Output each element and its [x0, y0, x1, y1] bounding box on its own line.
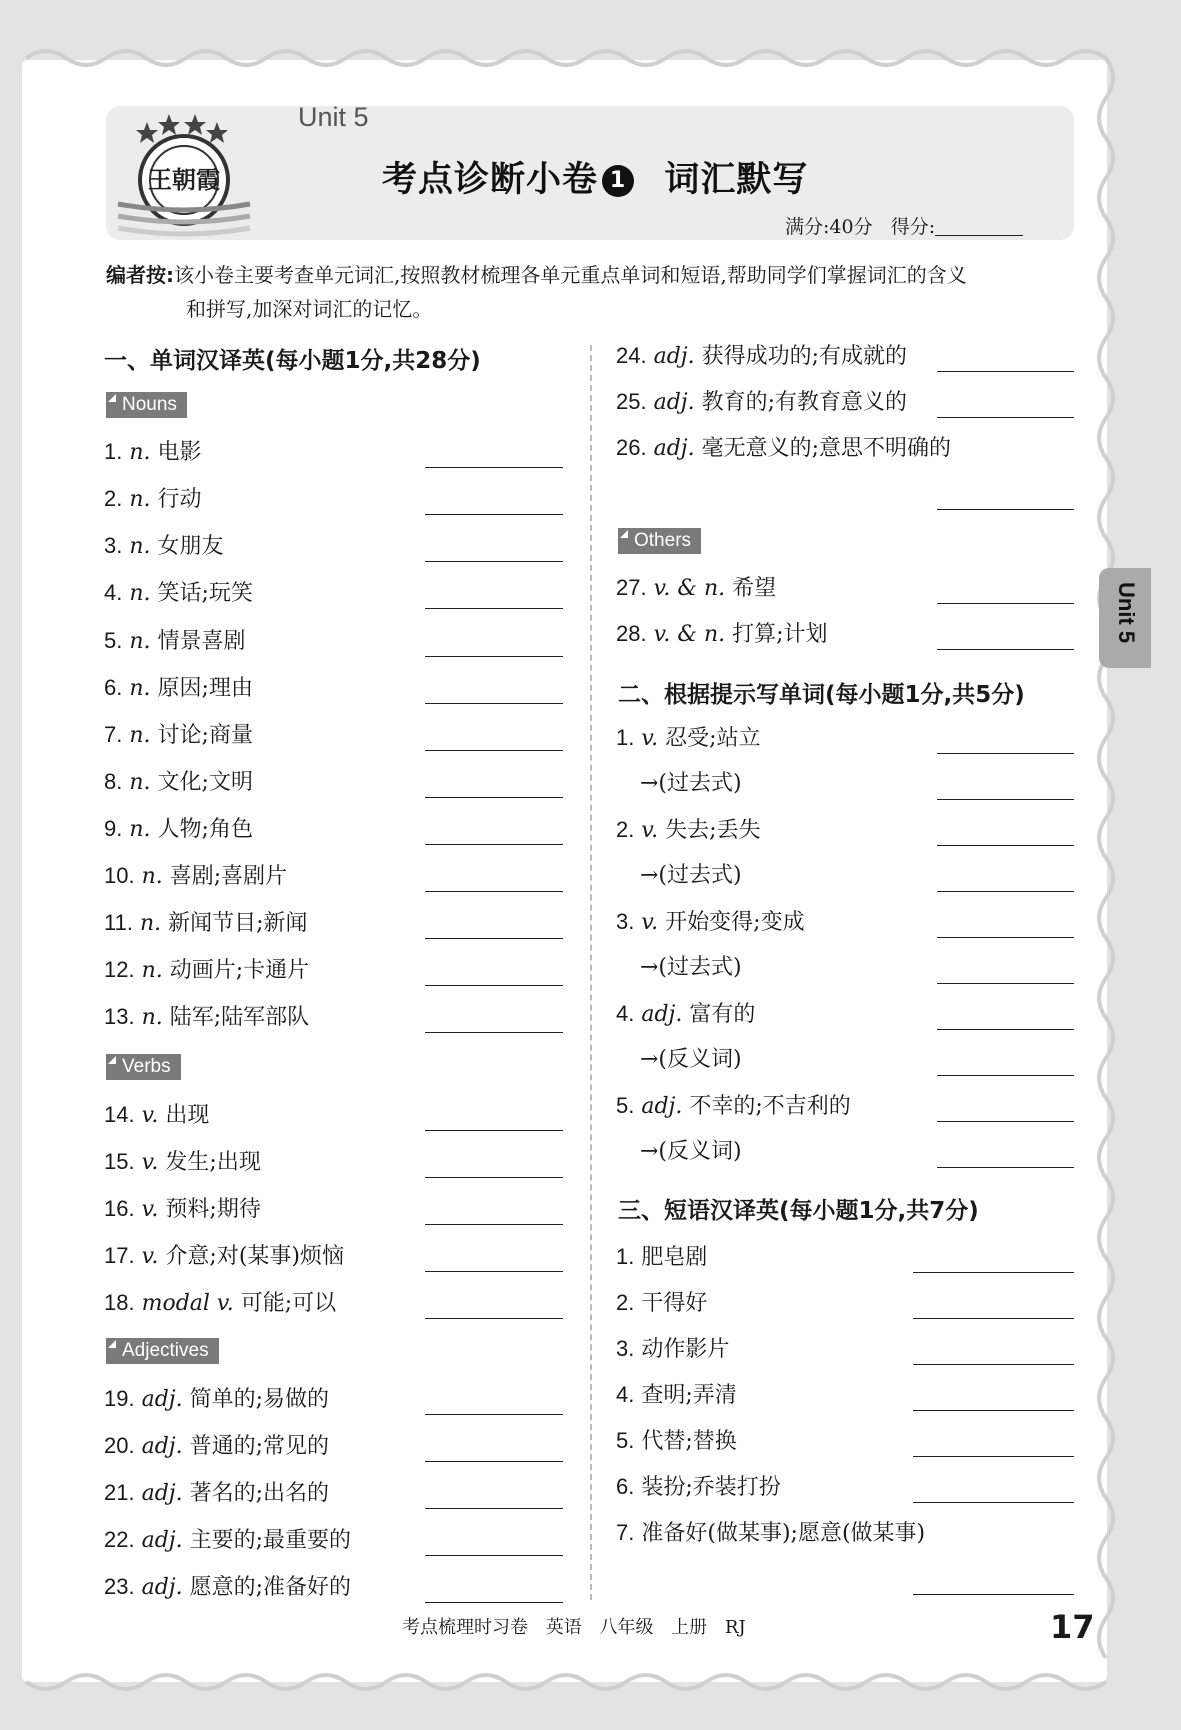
- section2-title: 二、根据提示写单词(每小题1分,共5分): [618, 682, 1025, 708]
- editor-note-line1: 该小卷主要考查单元词汇,按照教材梳理各单元重点单词和短语,帮助同学们掌握词汇的含义: [174, 263, 967, 287]
- phrase-item: [616, 1283, 707, 1323]
- unit-label: Unit 5: [298, 102, 369, 132]
- hint-subline: →(反义词): [640, 1047, 742, 1072]
- score-label: 得分:: [890, 216, 936, 238]
- part-of-speech: modal v.: [141, 1291, 234, 1316]
- phrase-item: [616, 1329, 729, 1369]
- part-of-speech: n.: [129, 440, 151, 465]
- item-number: 6.: [104, 675, 123, 700]
- item-number: 4.: [104, 580, 123, 605]
- answer-blank[interactable]: [425, 608, 563, 609]
- adjective-item: [616, 428, 951, 468]
- answer-blank[interactable]: [425, 1318, 563, 1319]
- item-number: 5.: [104, 628, 123, 653]
- item-text: 普通的;常见的: [189, 1434, 330, 1459]
- item-text: 出现: [165, 1103, 210, 1128]
- answer-blank[interactable]: [937, 1029, 1074, 1030]
- noun-item: [104, 903, 308, 943]
- tag-verbs: Verbs: [106, 1054, 181, 1080]
- verb-item: [104, 1283, 336, 1323]
- part-of-speech: v.: [141, 1197, 159, 1222]
- item-text: 女朋友: [157, 534, 224, 559]
- answer-blank[interactable]: [425, 1177, 563, 1178]
- item-text: 行动: [157, 487, 202, 512]
- item-text: 讨论;商量: [157, 723, 253, 748]
- item-number: 23.: [104, 1574, 135, 1599]
- editor-note-label: 编者按:: [106, 263, 174, 287]
- item-text: 原因;理由: [157, 676, 253, 701]
- part-of-speech: n.: [129, 487, 151, 512]
- item-number: 9.: [104, 816, 123, 841]
- answer-blank[interactable]: [937, 983, 1074, 984]
- part-of-speech: v.: [641, 910, 659, 935]
- part-of-speech: adj.: [141, 1387, 183, 1412]
- noun-item: [104, 762, 253, 802]
- adjective-item: [104, 1567, 351, 1607]
- side-unit-tab-label: Unit 5: [1114, 582, 1139, 644]
- answer-blank[interactable]: [425, 1271, 563, 1272]
- answer-blank[interactable]: [937, 799, 1074, 800]
- item-text: 人物;角色: [157, 817, 253, 842]
- part-of-speech: adj.: [653, 436, 695, 461]
- item-text: 不幸的;不吉利的: [689, 1094, 851, 1119]
- adjective-item: [616, 336, 907, 376]
- adjective-item: [104, 1426, 329, 1466]
- item-number: 4.: [616, 1382, 635, 1407]
- part-of-speech: n.: [139, 911, 162, 936]
- item-number: 3.: [104, 533, 123, 558]
- item-text: 陆军;陆军部队: [169, 1005, 310, 1030]
- part-of-speech: adj.: [141, 1434, 183, 1459]
- part-of-speech: v.: [141, 1150, 159, 1175]
- part-of-speech: n.: [129, 629, 151, 654]
- hint-item: [616, 902, 805, 942]
- answer-blank[interactable]: [913, 1502, 1074, 1503]
- item-text: 新闻节目;新闻: [168, 911, 308, 936]
- noun-item: [104, 573, 253, 613]
- item-number: 3.: [616, 909, 635, 934]
- answer-blank[interactable]: [937, 845, 1074, 846]
- part-of-speech: n.: [129, 534, 151, 559]
- item-number: 16.: [104, 1196, 135, 1221]
- answer-blank[interactable]: [913, 1594, 1074, 1595]
- answer-blank[interactable]: [937, 1075, 1074, 1076]
- answer-blank[interactable]: [425, 844, 563, 845]
- adjective-item: [104, 1473, 329, 1513]
- item-number: 18.: [104, 1290, 135, 1315]
- item-text: 干得好: [641, 1291, 708, 1316]
- answer-blank[interactable]: [425, 1414, 563, 1415]
- answer-blank[interactable]: [937, 371, 1074, 372]
- part-of-speech: n.: [129, 817, 151, 842]
- item-number: 4.: [616, 1001, 635, 1026]
- other-item: [616, 614, 828, 654]
- item-number: 2.: [616, 1290, 635, 1315]
- item-text: 笑话;玩笑: [157, 581, 253, 606]
- item-text: 电影: [157, 440, 202, 465]
- noun-item: [104, 809, 253, 849]
- item-text: 简单的;易做的: [189, 1387, 330, 1412]
- other-item: [616, 568, 776, 608]
- hint-subline: →(过去式): [640, 955, 742, 980]
- item-text: 教育的;有教育意义的: [701, 390, 908, 415]
- item-text: 装扮;乔装打扮: [641, 1475, 781, 1500]
- item-text: 忍受;站立: [665, 726, 761, 751]
- item-number: 5.: [616, 1093, 635, 1118]
- answer-blank[interactable]: [937, 509, 1074, 510]
- item-number: 24.: [616, 343, 647, 368]
- hint-item: [616, 1086, 851, 1126]
- hint-subline: →(反义词): [640, 1139, 742, 1164]
- answer-blank[interactable]: [425, 1130, 563, 1131]
- item-number: 26.: [616, 435, 647, 460]
- phrase-item: [616, 1421, 737, 1461]
- item-text: 希望: [732, 576, 777, 601]
- page-number: 17: [1050, 1608, 1095, 1646]
- noun-item: [104, 621, 246, 661]
- hint-item: [616, 718, 761, 758]
- answer-blank[interactable]: [425, 891, 563, 892]
- hint-item: [616, 994, 755, 1034]
- item-number: 6.: [616, 1474, 635, 1499]
- item-text: 代替;替换: [641, 1429, 737, 1454]
- part-of-speech: n.: [129, 723, 151, 748]
- adjective-item: [104, 1379, 329, 1419]
- score-line: [785, 212, 1023, 239]
- item-number: 27.: [616, 575, 647, 600]
- part-of-speech: v.: [641, 818, 659, 843]
- phrase-item: [616, 1237, 707, 1277]
- part-of-speech: adj.: [141, 1481, 183, 1506]
- part-of-speech: v. & n.: [653, 622, 726, 647]
- section3-title: 三、短语汉译英(每小题1分,共7分): [618, 1198, 979, 1224]
- answer-blank[interactable]: [425, 467, 563, 468]
- answer-blank[interactable]: [425, 1032, 563, 1033]
- editor-note-line2: 和拼写,加深对词汇的记忆。: [186, 297, 433, 321]
- phrase-item: [616, 1375, 737, 1415]
- answer-blank[interactable]: [425, 1508, 563, 1509]
- editor-note: [106, 258, 1081, 326]
- item-number: 28.: [616, 621, 647, 646]
- hint-subline: →(过去式): [640, 863, 742, 888]
- part-of-speech: adj.: [653, 344, 695, 369]
- part-of-speech: v. & n.: [653, 576, 726, 601]
- item-text: 动作影片: [641, 1337, 730, 1362]
- item-number: 14.: [104, 1102, 135, 1127]
- item-text: 著名的;出名的: [189, 1481, 330, 1506]
- item-text: 获得成功的;有成就的: [701, 344, 908, 369]
- item-number: 8.: [104, 769, 123, 794]
- item-number: 12.: [104, 957, 135, 982]
- verb-item: [104, 1189, 261, 1229]
- item-number: 1.: [616, 1244, 635, 1269]
- part-of-speech: v.: [141, 1244, 159, 1269]
- answer-blank[interactable]: [425, 1224, 563, 1225]
- item-number: 19.: [104, 1386, 135, 1411]
- item-text: 开始变得;变成: [665, 910, 805, 935]
- part-of-speech: adj.: [641, 1002, 683, 1027]
- adjective-item: [616, 382, 907, 422]
- part-of-speech: n.: [129, 676, 151, 701]
- item-number: 7.: [616, 1520, 635, 1545]
- item-text: 查明;弄清: [641, 1383, 737, 1408]
- answer-blank[interactable]: [425, 514, 563, 515]
- answer-blank[interactable]: [913, 1364, 1074, 1365]
- answer-blank[interactable]: [937, 649, 1074, 650]
- answer-blank[interactable]: [913, 1456, 1074, 1457]
- part-of-speech: n.: [129, 581, 151, 606]
- item-text: 预料;期待: [165, 1197, 261, 1222]
- answer-blank[interactable]: [425, 1602, 563, 1603]
- answer-blank[interactable]: [425, 1461, 563, 1462]
- item-number: 7.: [104, 722, 123, 747]
- answer-blank[interactable]: [937, 891, 1074, 892]
- part-of-speech: adj.: [141, 1528, 183, 1553]
- footer-text: 考点梳理时习卷 英语 八年级 上册 RJ: [402, 1617, 746, 1638]
- answer-blank[interactable]: [937, 1167, 1074, 1168]
- answer-blank[interactable]: [425, 750, 563, 751]
- answer-blank[interactable]: [425, 1555, 563, 1556]
- section1-title: 一、单词汉译英(每小题1分,共28分): [104, 348, 481, 374]
- phrase-item: [616, 1467, 781, 1507]
- answer-blank[interactable]: [913, 1318, 1074, 1319]
- item-number: 1.: [104, 439, 123, 464]
- title-part1: 考点诊断小卷: [382, 160, 599, 200]
- noun-item: [104, 715, 253, 755]
- part-of-speech: adj.: [641, 1094, 683, 1119]
- answer-blank[interactable]: [937, 417, 1074, 418]
- answer-blank[interactable]: [425, 703, 563, 704]
- item-text: 主要的;最重要的: [189, 1528, 352, 1553]
- answer-blank[interactable]: [913, 1410, 1074, 1411]
- verb-item: [104, 1236, 344, 1276]
- noun-item: [104, 950, 309, 990]
- column-divider: [590, 345, 592, 1600]
- item-text: 打算;计划: [732, 622, 828, 647]
- item-number: 10.: [104, 863, 135, 888]
- hint-subline: →(过去式): [640, 771, 742, 796]
- title-part2: 词汇默写: [664, 160, 809, 200]
- part-of-speech: n.: [129, 770, 151, 795]
- item-text: 可能;可以: [240, 1291, 337, 1316]
- noun-item: [104, 668, 253, 708]
- part-of-speech: v.: [641, 726, 659, 751]
- verb-item: [104, 1142, 261, 1182]
- item-number: 20.: [104, 1433, 135, 1458]
- item-number: 11.: [104, 910, 133, 935]
- item-number: 3.: [616, 1336, 635, 1361]
- item-number: 1.: [616, 725, 635, 750]
- adjective-item: [104, 1520, 351, 1560]
- answer-blank[interactable]: [937, 937, 1074, 938]
- side-unit-tab: [1099, 568, 1151, 668]
- publisher-logo: [114, 112, 254, 238]
- item-number: 5.: [616, 1428, 635, 1453]
- part-of-speech: v.: [141, 1103, 159, 1128]
- part-of-speech: n.: [141, 864, 163, 889]
- answer-blank[interactable]: [425, 938, 563, 939]
- item-number: 25.: [616, 389, 647, 414]
- part-of-speech: adj.: [653, 390, 695, 415]
- answer-blank[interactable]: [425, 797, 563, 798]
- noun-item: [104, 432, 202, 472]
- page-title: [382, 152, 808, 202]
- item-text: 文化;文明: [157, 770, 253, 795]
- noun-item: [104, 997, 309, 1037]
- item-text: 失去;丢失: [665, 818, 761, 843]
- item-text: 毫无意义的;意思不明确的: [701, 436, 952, 461]
- tag-adjectives: Adjectives: [106, 1338, 219, 1364]
- item-number: 22.: [104, 1527, 135, 1552]
- noun-item: [104, 526, 224, 566]
- item-text: 发生;出现: [165, 1150, 261, 1175]
- item-number: 15.: [104, 1149, 135, 1174]
- noun-item: [104, 479, 202, 519]
- answer-blank[interactable]: [425, 656, 563, 657]
- part-of-speech: adj.: [141, 1575, 183, 1600]
- item-number: 2.: [616, 817, 635, 842]
- item-number: 2.: [104, 486, 123, 511]
- item-text: 愿意的;准备好的: [189, 1575, 352, 1600]
- item-number: 21.: [104, 1480, 135, 1505]
- phrase-item: [616, 1513, 925, 1553]
- score-blank[interactable]: [935, 217, 1023, 236]
- answer-blank[interactable]: [937, 1121, 1074, 1122]
- item-text: 肥皂剧: [641, 1245, 708, 1270]
- answer-blank[interactable]: [913, 1272, 1074, 1273]
- answer-blank[interactable]: [937, 753, 1074, 754]
- full-score: 满分:40分: [785, 216, 873, 238]
- verb-item: [104, 1095, 209, 1135]
- tag-others: Others: [618, 528, 701, 554]
- item-text: 准备好(做某事);愿意(做某事): [641, 1521, 926, 1546]
- item-number: 17.: [104, 1243, 135, 1268]
- hint-item: [616, 810, 761, 850]
- part-of-speech: n.: [141, 958, 163, 983]
- part-of-speech: n.: [141, 1005, 163, 1030]
- item-number: 13.: [104, 1004, 135, 1029]
- tag-nouns: Nouns: [106, 392, 187, 418]
- noun-item: [104, 856, 287, 896]
- item-text: 富有的: [689, 1002, 756, 1027]
- item-text: 动画片;卡通片: [169, 958, 310, 983]
- item-text: 喜剧;喜剧片: [169, 864, 288, 889]
- item-text: 介意;对(某事)烦恼: [165, 1244, 344, 1269]
- svg-text:王朝霞: 王朝霞: [148, 165, 220, 194]
- answer-blank[interactable]: [937, 603, 1074, 604]
- title-number-badge: 1: [602, 165, 634, 197]
- item-text: 情景喜剧: [157, 629, 246, 654]
- answer-blank[interactable]: [425, 985, 563, 986]
- answer-blank[interactable]: [425, 561, 563, 562]
